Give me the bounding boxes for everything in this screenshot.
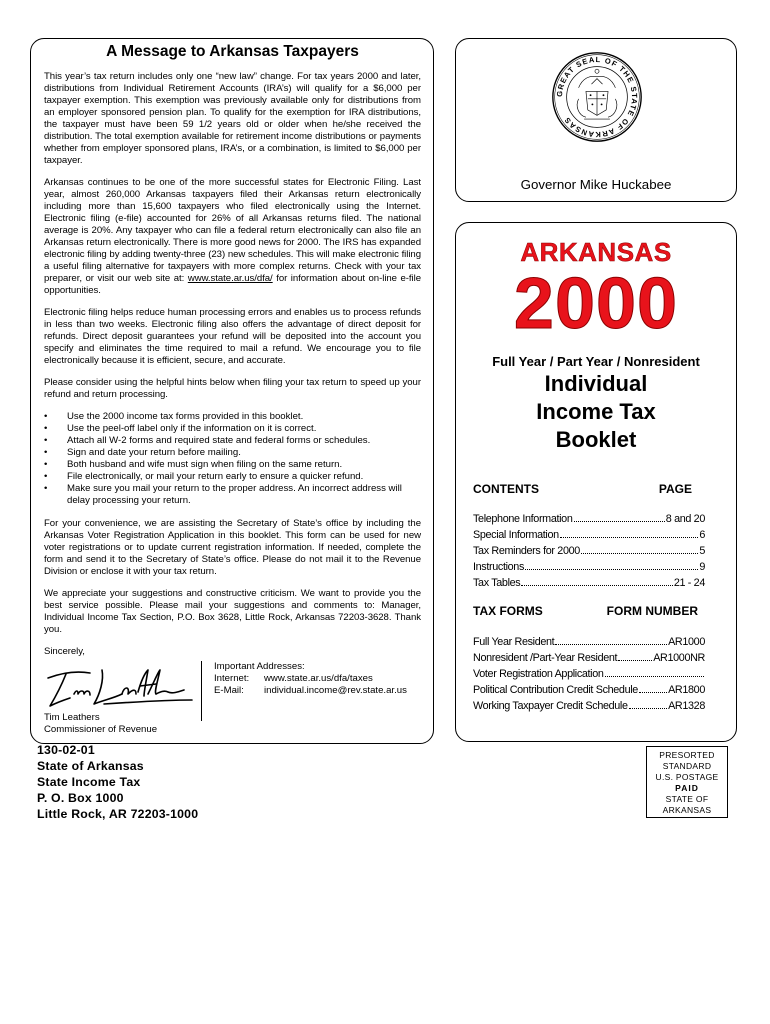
paragraph-electronic-filing xyxy=(44,177,421,297)
list-item: • Use the 2000 income tax forms provided in this booklet. xyxy=(44,411,304,422)
mail-line-department: State Income Tax xyxy=(37,775,141,789)
paragraph-new-law: This year’s tax return includes only one “new law” change. For tax years 2000 and later, distributions from Individual Retirement Accounts (IRA’s) will qualify for a $6,000 per taxpayer exemption. This exemption was previously available only for distributions from an employer sponsored pension plan. To qualify for the exemption for IRA distributions, the taxpayer must have been 59 1/2 years old or older when he/she received the distribution. The total exemption available for retirement income distributions or payments whether from employer sponsored plans, IRA’s, or a combination, is limited to $6,000 per taxpayer. xyxy=(44,71,421,166)
addresses-heading: Important Addresses: xyxy=(214,661,305,672)
paragraph-electronic-filing-text: Arkansas continues to be one of the more successful states for Electronic Filing. Last year, almost 260,000 Arkansas taxpayers filed their Arkansas return electronically including more than 15,600 taxpayers who filed electronically using the Internet. Electronic filing (e-file) accounted for 26% of all Arkansas returns filed. The national average is 20%. Any taxpayer who can file a federal return electronically can also file an Arkansas return electronically. There is more good news for 2000. The IRS has expanded electronic filing by adding twenty-three (23) new schedules. This will make electronic filing a useful filing alternative for taxpayers with more complex returns. Check with your tax preparer, or visit our web site at: xyxy=(44,177,421,284)
mail-line-po-box: P. O. Box 1000 xyxy=(37,791,124,805)
signer-name: Tim Leathers xyxy=(44,712,100,723)
bullet-icon: • xyxy=(44,459,48,470)
list-item[interactable]: Special Information 6 xyxy=(473,529,705,541)
seal-panel xyxy=(455,38,737,202)
list-item[interactable]: Full Year Resident AR1000 xyxy=(473,636,705,648)
tax-forms-heading: TAX FORMS xyxy=(473,604,543,618)
form-number-heading: FORM NUMBER xyxy=(606,604,698,618)
website-link[interactable]: www.state.ar.us/dfa/ xyxy=(187,273,273,284)
booklet-title-line-3: Booklet xyxy=(555,427,637,452)
state-seal-icon xyxy=(551,51,643,143)
governor-name: Governor Mike Huckabee xyxy=(520,177,672,192)
paragraph-suggestions: We appreciate your suggestions and constructive criticism. We want to provide you the best service possible. Please mail your suggestions and comments to: Manager, Individual Income Tax Section, P.O. Box 3628, Little Rock, Arkansas 72203-3628. Thank you. xyxy=(44,588,421,635)
list-item: • Sign and date your return before mailing. xyxy=(44,447,241,458)
bullet-icon: • xyxy=(44,435,48,446)
list-item[interactable]: Political Contribution Credit Schedule AR1800 xyxy=(473,684,705,696)
internet-label: Internet: xyxy=(214,673,250,684)
internet-link[interactable]: www.state.ar.us/dfa/taxes xyxy=(264,673,373,684)
email-row xyxy=(214,685,407,697)
signature-icon xyxy=(44,664,194,710)
list-item[interactable]: Tax Reminders for 2000 5 xyxy=(473,545,705,557)
list-item[interactable]: Instructions 9 xyxy=(473,561,705,573)
list-item[interactable]: Nonresident /Part-Year Resident AR1000NR xyxy=(473,652,705,664)
bullet-icon: • xyxy=(44,471,48,482)
list-item: • Use the peel-off label only if the information on it is correct. xyxy=(44,423,317,434)
return-mailing-address xyxy=(37,742,198,822)
filing-status-subtitle: Full Year / Part Year / Nonresident xyxy=(492,354,700,369)
state-name: ARKANSAS xyxy=(520,237,672,267)
tax-forms-list xyxy=(473,636,705,716)
list-item: • Make sure you mail your return to the proper address. An incorrect address will delay processing your return. xyxy=(44,483,402,506)
mail-line-state: State of Arkansas xyxy=(37,759,144,773)
postage-indicia: PRESORTED STANDARD U.S. POSTAGE PAID STATE OF ARKANSAS xyxy=(646,746,728,818)
list-item[interactable]: Telephone Information 8 and 20 xyxy=(473,513,705,525)
important-addresses xyxy=(201,661,407,721)
internet-row xyxy=(214,673,407,685)
mail-line-city: Little Rock, AR 72203-1000 xyxy=(37,807,199,821)
bullet-icon: • xyxy=(44,411,48,422)
paragraph-hints-intro: Please consider using the helpful hints below when filing your tax return to speed up your refund and return processing. xyxy=(44,377,421,400)
booklet-title-line-2: Income Tax xyxy=(536,399,656,424)
email-link[interactable]: individual.income@rev.state.ar.us xyxy=(264,685,407,696)
list-item: • Both husband and wife must sign when filing on the same return. xyxy=(44,459,343,470)
hints-list xyxy=(44,411,421,507)
website-suffix: for information about on-line e-file opportunities. xyxy=(44,273,421,296)
list-item: • File electronically, or mail your return early to ensure a quicker refund. xyxy=(44,471,364,482)
tax-year: 2000 xyxy=(513,264,679,344)
bullet-icon: • xyxy=(44,483,48,494)
mail-code: 130-02-01 xyxy=(37,743,95,757)
signature-block xyxy=(44,660,421,746)
paragraph-e-file-benefits: Electronic filing helps reduce human processing errors and enables us to process refunds in less than two weeks. Electronic filing also offers the advantage of direct deposit for refunds. Direct deposit guarantees your refund will be deposited into the account you specify and eliminates the time required to mail a refund. We encourage you to file electronically because it is efficient, secure, and accurate. xyxy=(44,307,421,366)
list-item[interactable]: Working Taxpayer Credit Schedule AR1328 xyxy=(473,700,705,712)
booklet-title-line-1: Individual xyxy=(544,371,648,396)
list-item: • Attach all W-2 forms and required state and federal forms or schedules. xyxy=(44,435,371,446)
bullet-icon: • xyxy=(44,447,48,458)
contents-list xyxy=(473,513,705,593)
page-heading: PAGE xyxy=(658,482,692,496)
svg-text:GREAT SEAL OF THE STATE OF ARK: GREAT SEAL OF THE STATE OF ARKANSAS xyxy=(554,54,640,140)
message-panel xyxy=(30,38,434,744)
paragraph-voter-registration: For your convenience, we are assisting the Secretary of State’s office by including the Arkansas Voter Registration Application in this booklet. This form can be used for new voter registrations or to update current registration information. If needed, complete the form and send it to the Secretary of State’s office. Please do not mail it to the Revenue Division or enclose it with your tax return. xyxy=(44,518,421,577)
letter-title: A Message to Arkansas Taxpayers xyxy=(106,43,359,60)
signer-title: Commissioner of Revenue xyxy=(44,724,158,735)
list-item[interactable]: Tax Tables 21 - 24 xyxy=(473,577,705,589)
email-label: E-Mail: xyxy=(214,685,244,696)
sincerely: Sincerely, xyxy=(44,646,85,657)
cover-panel xyxy=(455,222,737,742)
contents-heading: CONTENTS xyxy=(473,482,539,496)
bullet-icon: • xyxy=(44,423,48,434)
list-item[interactable]: Voter Registration Application xyxy=(473,668,705,684)
